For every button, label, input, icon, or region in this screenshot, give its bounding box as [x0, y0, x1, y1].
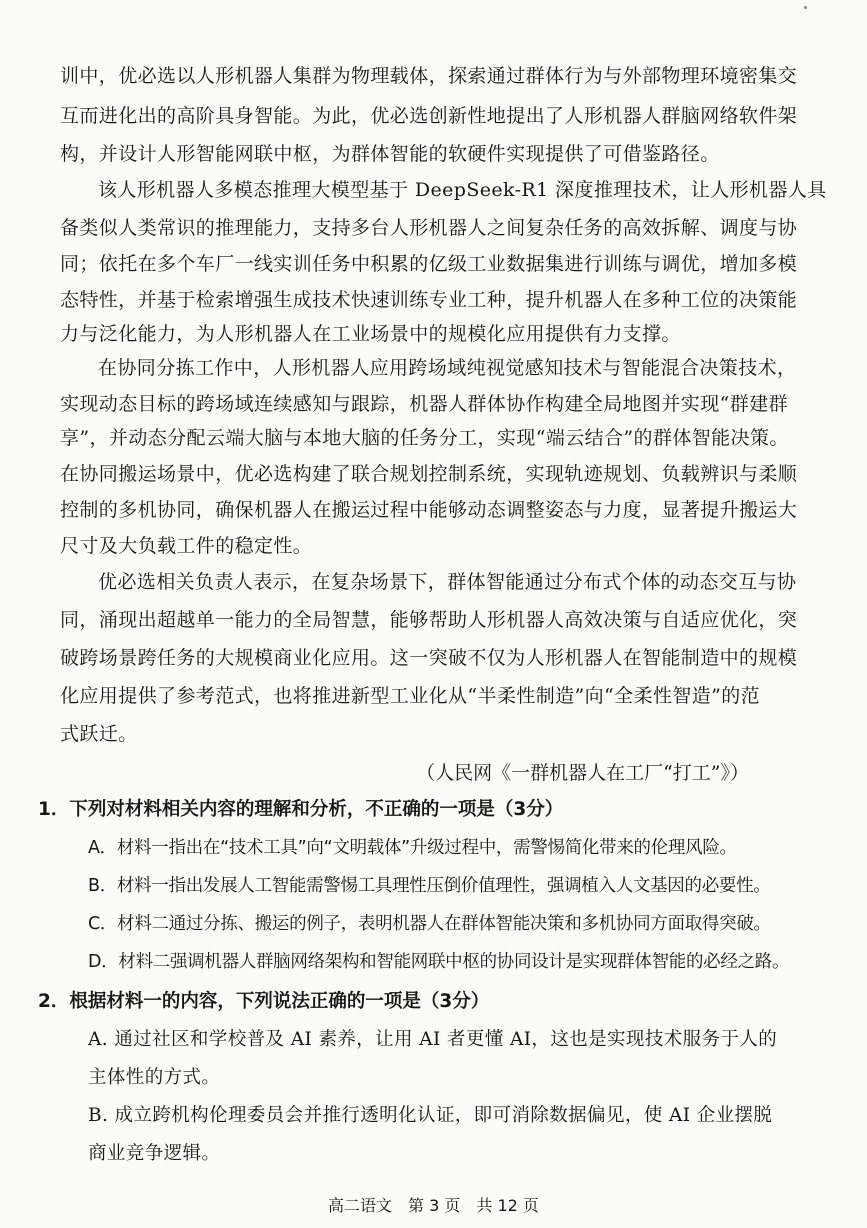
scan-speck: [804, 6, 807, 9]
question-2-option-b: B. 成立跨机构伦理委员会并推行透明化认证，即可消除数据偏见，使 AI 企业摆脱: [88, 1105, 773, 1126]
passage-line: 式跃迁。: [60, 723, 138, 745]
passage-line: 尺寸及大负载工件的稳定性。: [60, 535, 313, 557]
question-1-option-c: C．材料二通过分拣、搬运的例子，表明机器人在群体智能决策和多机协同方面取得突破。: [88, 914, 771, 934]
passage-line: 优必选相关负责人表示，在复杂场景下，群体智能通过分布式个体的动态交互与协: [98, 571, 797, 593]
passage-line: 实现动态目标的跨场域连续感知与跟踪，机器人群体协作构建全局地图并实现“群建群: [60, 393, 788, 415]
passage-source: （人民网《一群机器人在工厂“打工”》）: [416, 762, 749, 784]
passage-line: 享”，并动态分配云端大脑与本地大脑的任务分工，实现“端云结合”的群体智能决策。: [60, 427, 789, 449]
passage-line: 在协同搬运场景中，优必选构建了联合规划控制系统，实现轨迹规划、负载辨识与柔顺: [60, 463, 798, 485]
passage-line: 力与泛化能力，为人形机器人在工业场景中的规模化应用提供有力支撑。: [60, 323, 681, 345]
passage-line: 在协同分拣工作中，人形机器人应用跨场域纯视觉感知技术与智能混合决策技术，: [98, 357, 797, 379]
passage-line: 控制的多机协同，确保机器人在搬运过程中能够动态调整姿态与力度，显著提升搬运大: [60, 499, 798, 521]
passage-line: 互而进化出的高阶具身智能。为此，优必选创新性地提出了人形机器人群脑网络软件架: [60, 105, 798, 127]
passage-line: 同；依托在多个车厂一线实训任务中积累的亿级工业数据集进行训练与调优，增加多模: [60, 253, 798, 275]
passage-line: 训中，优必选以人形机器人集群为物理载体，探索通过群体行为与外部物理环境密集交: [60, 65, 798, 87]
question-2-option-a-cont: 主体性的方式。: [88, 1067, 221, 1088]
question-1-option-b: B．材料一指出发展人工智能需警惕工具理性压倒价值理性，强调植入人文基因的必要性。: [88, 876, 771, 896]
passage-line: 化应用提供了参考范式，也将推进新型工业化从“半柔性制造”向“全柔性智造”的范: [60, 685, 761, 707]
page-footer: 高二语文 第 3 页 共 12 页: [328, 1196, 539, 1215]
passage-line: 破跨场景跨任务的大规模商业化应用。这一突破不仅为人形机器人在智能制造中的规模: [60, 647, 798, 669]
passage-line: 同，涌现出超越单一能力的全局智慧，能够帮助人形机器人高效决策与自适应优化，突: [60, 609, 798, 631]
question-1-stem: 1．下列对材料相关内容的理解和分析，不正确的一项是（3分）: [38, 799, 564, 820]
question-2-option-a: A. 通过社区和学校普及 AI 素养，让用 AI 者更懂 AI，这也是实现技术服务于人的: [88, 1029, 778, 1050]
question-1-option-a: A．材料一指出在“技术工具”向“文明载体”升级过程中，需警惕简化带来的伦理风险。: [88, 838, 737, 858]
question-1-option-d: D．材料二强调机器人群脑网络架构和智能网联中枢的协同设计是实现群体智能的必经之路。: [88, 952, 790, 972]
passage-line: 态特性，并基于检索增强生成技术快速训练专业工种，提升机器人在多种工位的决策能: [60, 289, 798, 311]
question-2-stem: 2．根据材料一的内容，下列说法正确的一项是（3分）: [38, 991, 490, 1012]
passage-line: 备类似人类常识的推理能力，支持多台人形机器人之间复杂任务的高效拆解、调度与协: [60, 217, 798, 239]
passage-line: 构，并设计人形智能网联中枢，为群体智能的软硬件实现提供了可借鉴路径。: [60, 143, 720, 165]
question-2-option-b-cont: 商业竞争逻辑。: [88, 1143, 221, 1164]
passage-line: 该人形机器人多模态推理大模型基于 DeepSeek-R1 深度推理技术，让人形机器人具: [98, 179, 827, 201]
